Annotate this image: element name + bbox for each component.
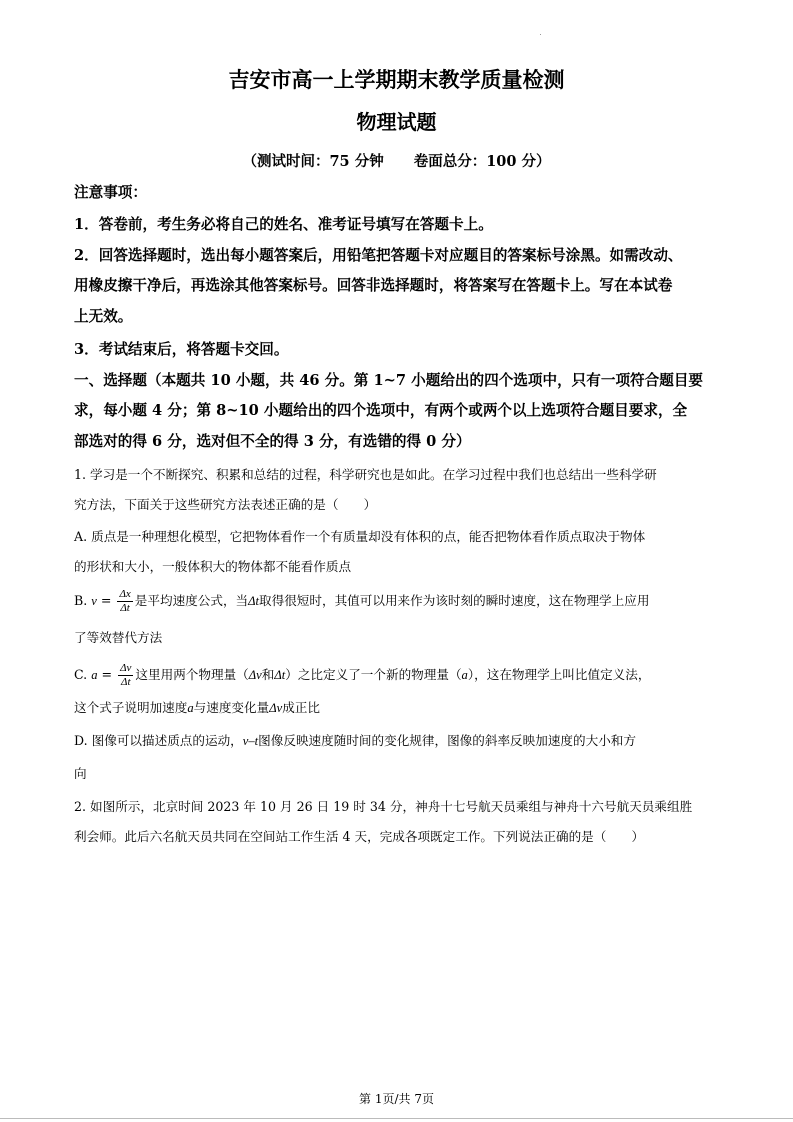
q1-stem-line-2: 究方法，下面关于这些研究方法表述正确的是（ ） [74, 497, 377, 512]
page-number: 第 1页/共 7页 [359, 1092, 434, 1106]
q1-option-a-line-1: A. 质点是一种理想化模型，它把物体看作一个有质量却没有体积的点，能否把物体看作质点取决于物体 [74, 529, 646, 544]
notice-item-1: 1．答卷前，考生务必将自己的姓名、准考证号填写在答题卡上。 [74, 216, 493, 233]
exam-total: 卷面总分：100 分） [413, 153, 551, 170]
q1-option-d-line-2: 向 [74, 766, 87, 781]
exam-info [0, 150, 793, 171]
q1-option-b-line-2: 了等效替代方法 [74, 630, 163, 645]
notice-heading: 注意事项： [74, 184, 147, 201]
q1-stem-line-1: 1. 学习是一个不断探究、积累和总结的过程，科学研究也是如此。在学习过程中我们也总结出一些科学研 [74, 467, 657, 482]
fraction-dx-dt: $\frac{\Delta x}{\Delta t}$ [119, 588, 131, 614]
fraction-dv-dt: $\frac{\Delta v}{\Delta t}$ [120, 662, 132, 688]
notice-item-2-line-3: 上无效。 [74, 308, 133, 325]
bottom-rule [0, 1118, 793, 1119]
exam-subject: 物理试题 [356, 110, 437, 134]
q1-option-c-line-1: C. a = $\frac{\Delta v}{\Delta t}$ 这里用两个物理量（Δv和Δt）之比定义了一个新的物理量（a），这在物理学上叫比值定义法， [74, 662, 651, 688]
notice-item-2-line-1: 2．回答选择题时，选出每小题答案后，用铅笔把答题卡对应题目的答案标号涂黑。如需改动、 [74, 247, 683, 264]
section-heading-line-1: 一、选择题（本题共 10 小题，共 46 分。第 1~7 小题给出的四个选项中，只有一项符合题目要 [74, 372, 704, 389]
q1-option-a-line-2: 的形状和大小，一般体积大的物体都不能看作质点 [74, 559, 352, 574]
notice-item-2-line-2: 用橡皮擦干净后，再选涂其他答案标号。回答非选择题时，将答案写在答题卡上。写在本试卷 [74, 277, 673, 294]
exam-title: 吉安市高一上学期期末教学质量检测 [228, 67, 565, 92]
q1-option-d-line-1: D. 图像可以描述质点的运动，v–t图像反映速度随时间的变化规律，图像的斜率反映加速度的大小和方 [74, 733, 636, 748]
exam-time: （测试时间：75 分钟 [242, 153, 384, 170]
scan-dot [540, 34, 541, 35]
section-heading-line-3: 部选对的得 6 分，选对但不全的得 3 分，有选错的得 0 分） [74, 433, 471, 450]
notice-item-3: 3．考试结束后，将答题卡交回。 [74, 341, 289, 358]
q1-option-b-line-1: B. v = $\frac{\Delta x}{\Delta t}$ 是平均速度公式，当Δt取得很短时，其值可以用来作为该时刻的瞬时速度，这在物理学上应用 [74, 588, 650, 614]
q2-stem-line-1: 2. 如图所示，北京时间 2023 年 10 月 26 日 19 时 34 分，神舟十七号航天员乘组与神舟十六号航天员乘组胜 [74, 799, 693, 814]
q2-stem-line-2: 利会师。此后六名航天员共同在空间站工作生活 4 天，完成各项既定工作。下列说法正确的是（ ） [74, 829, 645, 844]
q1-option-c-line-2: 这个式子说明加速度a与速度变化量Δv成正比 [74, 700, 320, 715]
section-heading-line-2: 求，每小题 4 分；第 8~10 小题给出的四个选项中，有两个或两个以上选项符合题目要求，全 [74, 402, 688, 419]
